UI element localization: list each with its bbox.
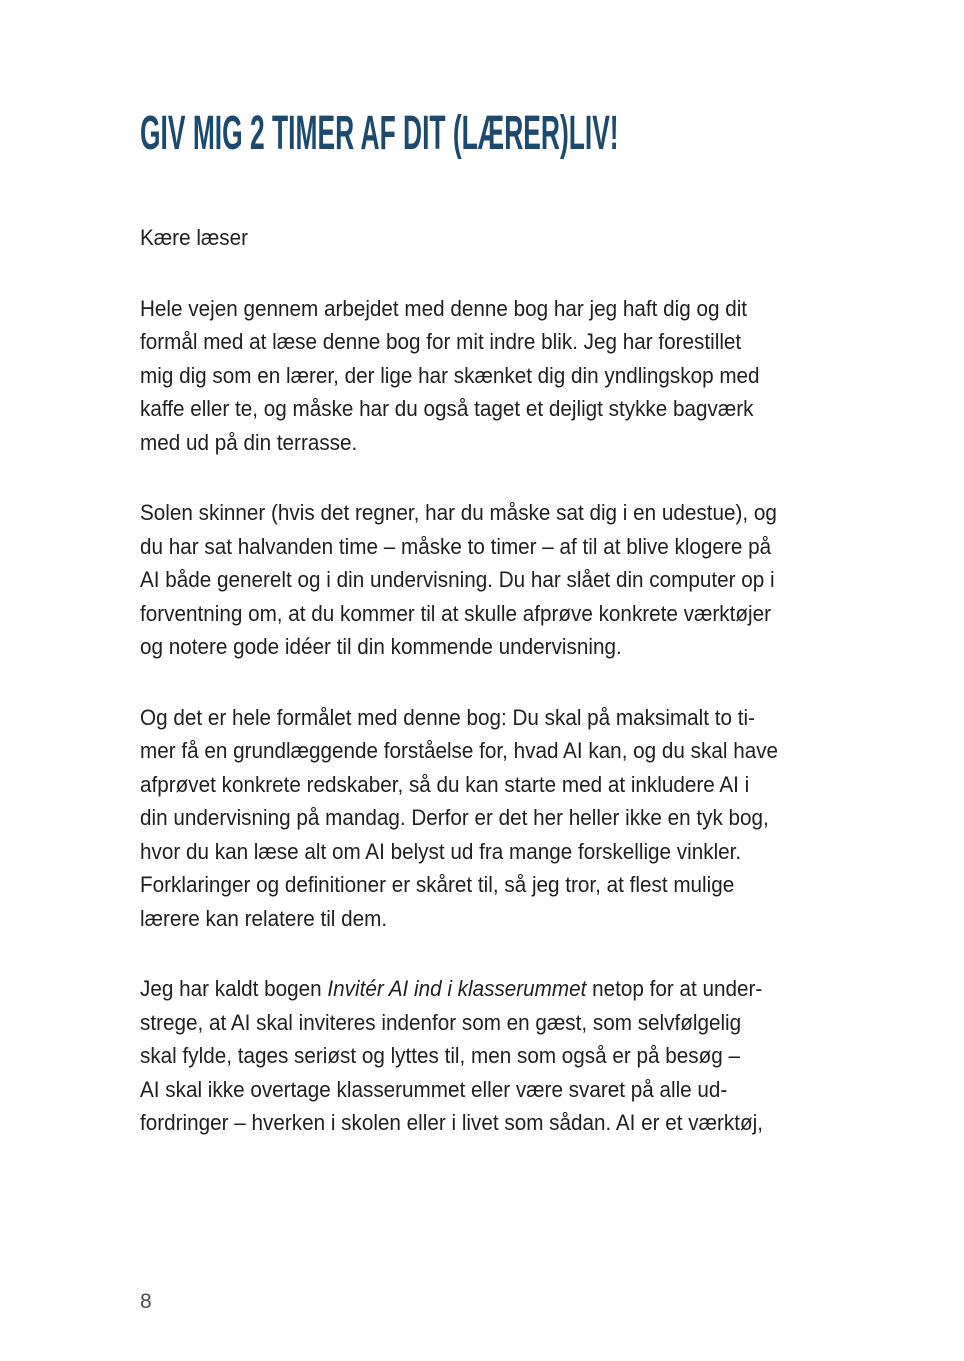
text-line: strege, at AI skal inviteres indenfor som en gæst, som selvfølgelig	[140, 1009, 742, 1035]
text-segment: Jeg har kaldt bogen	[140, 976, 328, 1001]
body-paragraphs	[140, 292, 798, 1140]
paragraph	[140, 972, 798, 1140]
page-number: 8	[140, 1290, 152, 1313]
chapter-title: GIV MIG 2 TIMER AF DIT (LÆRER)LIV!	[140, 107, 619, 160]
text-line: kaffe eller te, og måske har du også taget et dejligt stykke bagværk	[140, 396, 754, 421]
text-line: Hele vejen gennem arbejdet med denne bog har jeg haft dig og dit	[140, 295, 748, 321]
text-line: Solen skinner (hvis det regner, har du måske sat dig i en udestue), og	[140, 500, 777, 525]
paragraph	[140, 496, 798, 664]
text-line: formål med at læse denne bog for mit indre blik. Jeg har forestillet	[140, 329, 742, 354]
text-segment: netop for at under-	[586, 976, 763, 1001]
text-line	[140, 972, 798, 1006]
text-column	[140, 221, 798, 1177]
text-line: Og det er hele formålet med denne bog: Du skal på maksimalt to ti-	[140, 704, 755, 730]
text-line: og notere gode idéer til din kommende undervisning.	[140, 634, 622, 659]
paragraph	[140, 292, 798, 460]
text-line: AI skal ikke overtage klasserummet eller være svaret på alle ud-	[140, 1076, 728, 1102]
text-line: forventning om, at du kommer til at skulle afprøve konkrete værktøjer	[140, 600, 771, 626]
paragraph	[140, 701, 798, 936]
text-line: AI både generelt og i din undervisning. Du har slået din computer op i	[140, 567, 775, 592]
text-line: afprøvet konkrete redskaber, så du kan starte med at inkludere AI i	[140, 771, 750, 797]
text-line: mer få en grundlæggende forståelse for, hvad AI kan, og du skal have	[140, 738, 779, 763]
text-line: Forklaringer og definitioner er skåret til, så jeg tror, at flest mulige	[140, 872, 735, 897]
text-line: skal fylde, tages seriøst og lyttes til, men som også er på besøg –	[140, 1043, 740, 1068]
book-title-italic: Invitér AI ind i klasserummet	[327, 976, 587, 1001]
text-line: du har sat halvanden time – måske to timer – af til at blive klogere på	[140, 533, 772, 559]
text-line: lærere kan relatere til dem.	[140, 905, 388, 931]
text-line: mig dig som en lærer, der lige har skænket dig din yndlingskop med	[140, 362, 760, 388]
salutation: Kære læser	[140, 225, 249, 250]
text-line: med ud på din terrasse.	[140, 429, 358, 455]
text-line: din undervisning på mandag. Derfor er det her heller ikke en tyk bog,	[140, 805, 769, 830]
text-line: fordringer – hverken i skolen eller i livet som sådan. AI er et værktøj,	[140, 1110, 763, 1135]
text-line: hvor du kan læse alt om AI belyst ud fra mange forskellige vinkler.	[140, 838, 742, 864]
